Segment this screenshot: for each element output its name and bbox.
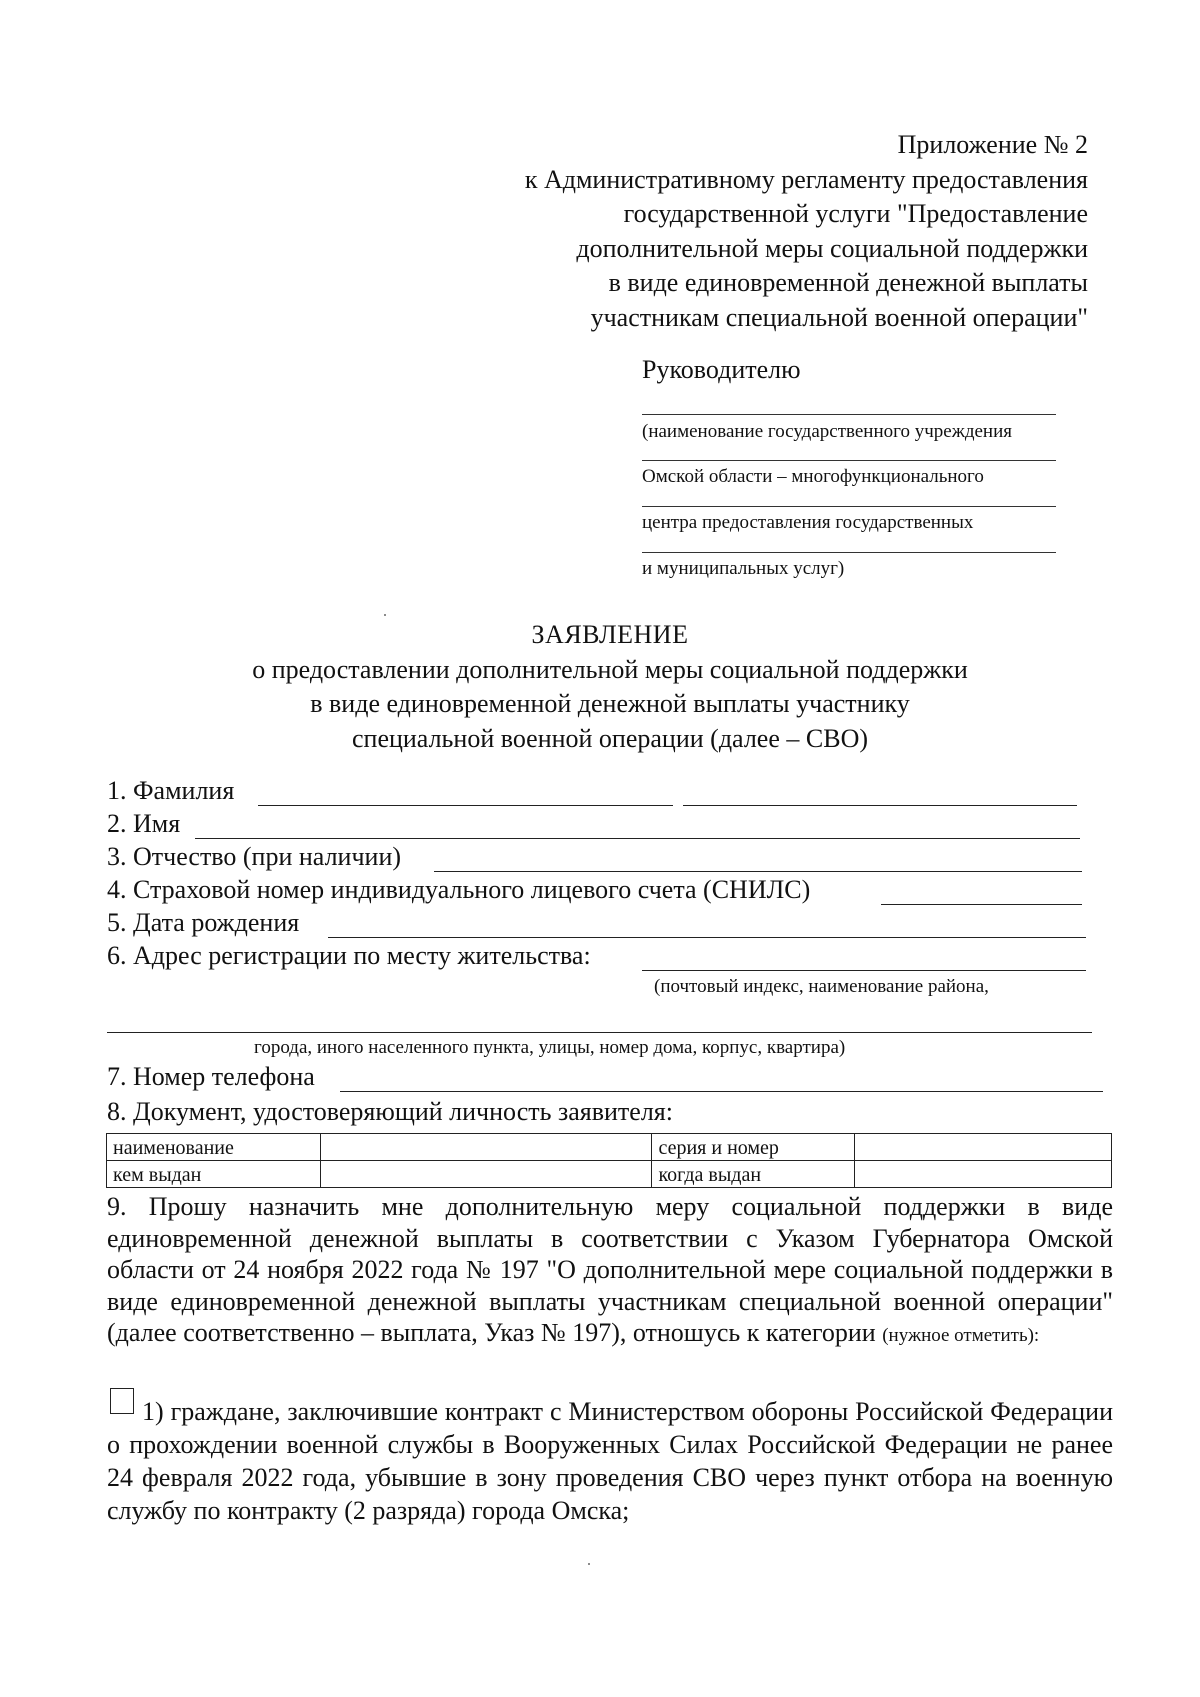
addressee-hint: и муниципальных услуг) bbox=[642, 558, 845, 579]
table-cell-label: кем выдан bbox=[107, 1161, 321, 1188]
appendix-line: Приложение № 2 bbox=[897, 130, 1088, 159]
address-label: 6. Адрес регистрации по месту жительства: bbox=[107, 941, 591, 970]
table-cell-input[interactable] bbox=[320, 1161, 652, 1188]
scan-speck bbox=[588, 1563, 590, 1565]
appendix-line: дополнительной меры социальной поддержки bbox=[576, 233, 1088, 263]
addressee-line[interactable] bbox=[642, 506, 1056, 507]
patronymic-input[interactable] bbox=[434, 871, 1082, 872]
document-subtitle-line: о предоставлении дополнительной меры социальной поддержки bbox=[252, 654, 968, 684]
appendix-line: к Административному регламенту предоставления bbox=[524, 164, 1088, 194]
request-text: 9. Прошу назначить мне дополнительную меру социальной поддержки в виде единовременной денежной выплаты в соответствии с Указом Губернатора Омской области от 24 ноября 2022 года № 197 "О дополнительной мере социальной поддержки в виде единовременной денежной выплаты участникам специальной военной операции" (далее соответственно – выплата, Указ № 197), отношусь к категории bbox=[107, 1192, 1113, 1347]
addressee-line[interactable] bbox=[642, 460, 1056, 461]
table-row bbox=[107, 1161, 1112, 1188]
addressee-line[interactable] bbox=[642, 552, 1056, 553]
table-cell-label: серия и номер bbox=[652, 1134, 855, 1161]
surname-label: 1. Фамилия bbox=[107, 776, 235, 805]
id-document-table bbox=[106, 1133, 1112, 1188]
birth-date-input[interactable] bbox=[328, 937, 1086, 938]
id-document-label: 8. Документ, удостоверяющий личность заявителя: bbox=[107, 1097, 673, 1126]
document-subtitle-line: специальной военной операции (далее – СВО) bbox=[351, 723, 868, 753]
document-heading: ЗАЯВЛЕНИЕ bbox=[531, 620, 689, 649]
birth-date-label: 5. Дата рождения bbox=[107, 908, 300, 937]
table-cell-label: когда выдан bbox=[652, 1161, 855, 1188]
addressee-hint: центра предоставления государственных bbox=[642, 512, 974, 533]
document-subtitle-line: в виде единовременной денежной выплаты участнику bbox=[310, 689, 910, 718]
surname-input-extra[interactable] bbox=[683, 805, 1077, 806]
table-cell-input[interactable] bbox=[855, 1161, 1112, 1188]
name-label: 2. Имя bbox=[107, 809, 181, 838]
phone-input[interactable] bbox=[340, 1091, 1103, 1092]
appendix-line: участникам специальной военной операции" bbox=[590, 302, 1088, 332]
address-input-line-2[interactable] bbox=[107, 1032, 1092, 1033]
table-cell-input[interactable] bbox=[320, 1134, 652, 1161]
addressee-hint: Омской области – многофункционального bbox=[642, 466, 984, 487]
address-hint: города, иного населенного пункта, улицы, номер дома, корпус, квартира) bbox=[254, 1037, 846, 1058]
appendix-header bbox=[388, 128, 1088, 335]
snils-input[interactable] bbox=[881, 904, 1082, 905]
request-paragraph bbox=[107, 1191, 1113, 1352]
option-1-text: 1) граждане, заключившие контракт с Министерством обороны Российской Федерации о прохождении военной службы в Вооруженных Силах Российской Федерации не ранее 24 февраля 2022 года, убывшие в зону проведения СВО через пункт отбора на военную службу по контракту (2 разряда) города Омска; bbox=[107, 1397, 1113, 1525]
snils-label: 4. Страховой номер индивидуального лицевого счета (СНИЛС) bbox=[107, 875, 811, 904]
request-note: (нужное отметить): bbox=[882, 1325, 1040, 1346]
address-input[interactable] bbox=[642, 970, 1086, 971]
addressee-line[interactable] bbox=[642, 414, 1056, 415]
surname-input[interactable] bbox=[258, 805, 673, 806]
table-cell-label: наименование bbox=[107, 1134, 321, 1161]
name-input[interactable] bbox=[195, 838, 1080, 839]
phone-label: 7. Номер телефона bbox=[107, 1062, 315, 1091]
patronymic-label: 3. Отчество (при наличии) bbox=[107, 842, 402, 871]
appendix-line: в виде единовременной денежной выплаты bbox=[608, 268, 1088, 297]
scan-speck bbox=[384, 614, 386, 616]
addressee-title: Руководителю bbox=[642, 355, 801, 384]
document-title bbox=[130, 618, 1090, 756]
addressee-hint: (наименование государственного учреждения bbox=[642, 421, 1012, 442]
address-hint: (почтовый индекс, наименование района, bbox=[654, 976, 989, 997]
table-cell-input[interactable] bbox=[855, 1134, 1112, 1161]
appendix-line: государственной услуги "Предоставление bbox=[623, 199, 1088, 228]
table-row bbox=[107, 1134, 1112, 1161]
